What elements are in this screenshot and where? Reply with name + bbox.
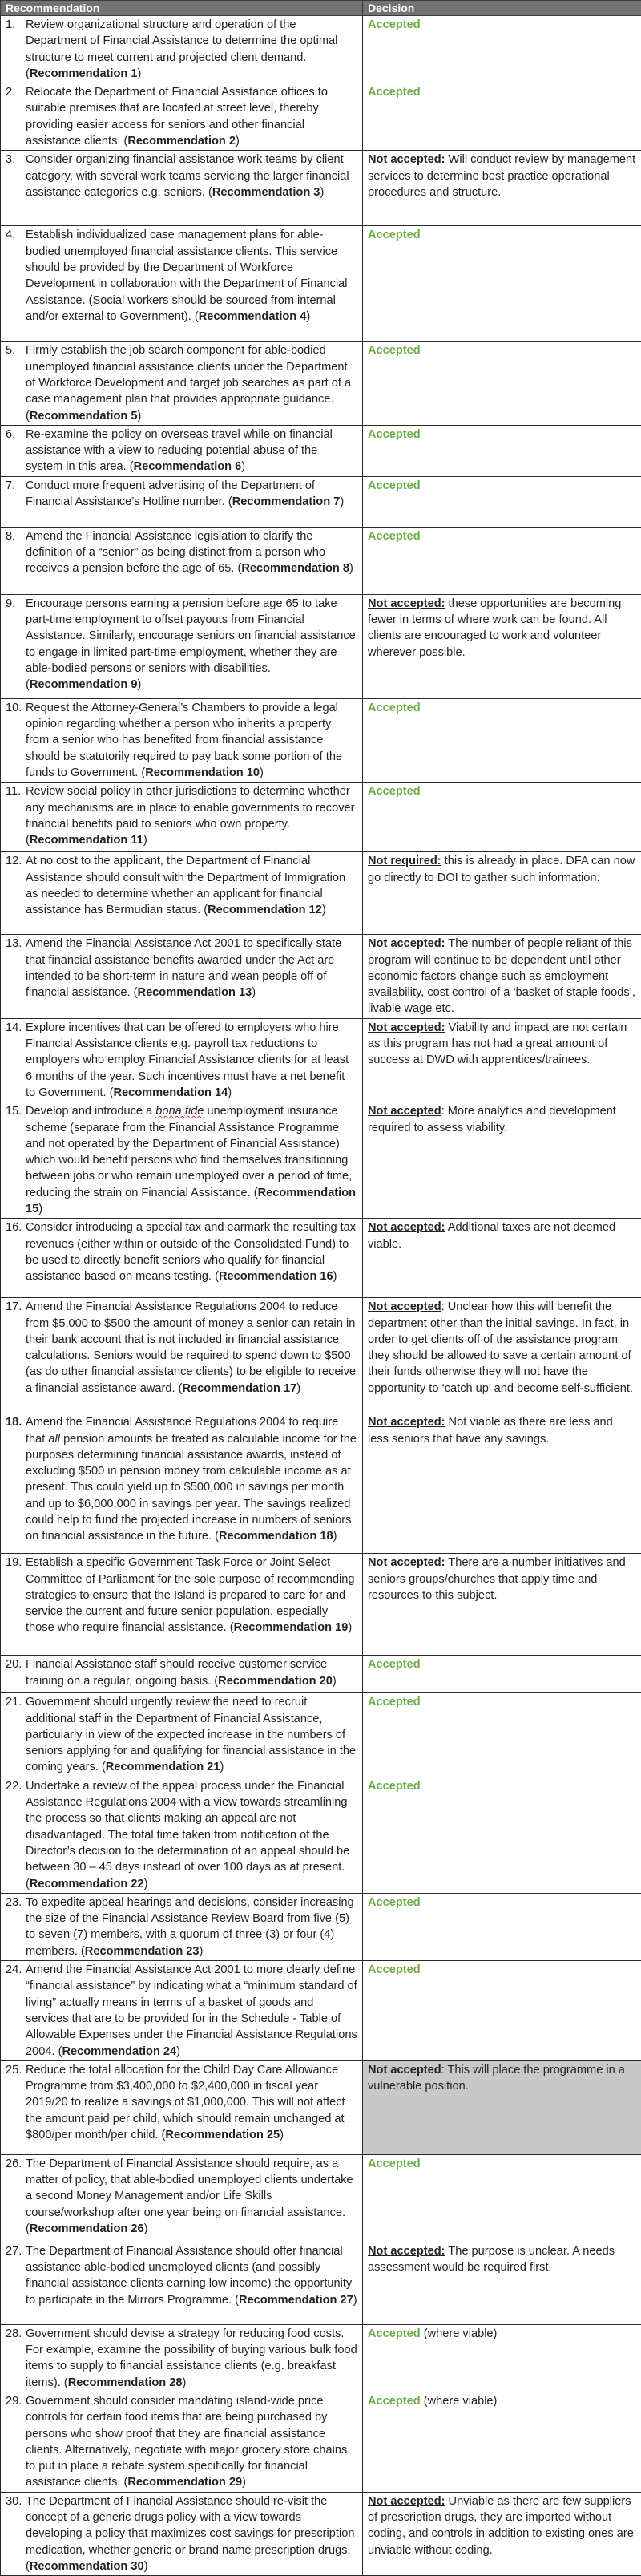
recommendation-cell — [1, 527, 363, 594]
recommendation-text-body: Relocate the Department of Financial Assistance offices to suitable premises that are located at street level, thereby providing easier access for seniors and other financial assistance clients. ( — [26, 86, 328, 148]
recommendation-text — [26, 700, 357, 781]
recommendation-ref: Recommendation 20 — [218, 1675, 333, 1688]
recommendation-text — [26, 1299, 357, 1397]
recommendation-number: 15. — [6, 1103, 26, 1217]
recommendation-cell — [1, 226, 363, 342]
table-header-row — [1, 1, 641, 16]
recommendation-text — [26, 1020, 357, 1101]
decision-status: Not required: — [368, 855, 441, 867]
recommendation-text-body: Consider organizing financial assistance work teams by client category, with several work teams servicing the larger financial assistance categories e.g. seniors. ( — [26, 153, 349, 199]
decision-status: Not accepted: — [368, 1556, 445, 1569]
decision-cell — [363, 527, 641, 594]
recommendation-text-body: pension amounts be treated as calculable income for the purposes determining financial assistance awards, instead of excluding $500 in pension money from calculable income as at present. This could yield up to $500,000 in savings per month and up to $6,000,000 in savings per year. The savings realized could help to fund the projected increase in numbers of seniors on financial assistance in the future. ( — [26, 1433, 357, 1543]
decision-cell — [363, 1656, 641, 1693]
recommendation-text-body: Firmly establish the job search component for able-bodied unemployed financial assistance clients under the Department of Workforce Development and target job searches as part of a case management plan that provides appropriate guidance. ( — [26, 344, 351, 422]
recommendation-ref-close: ) — [322, 904, 326, 916]
recommendation-text — [26, 1778, 357, 1892]
decision-note: Will conduct review by management services to determine best practice operational procedures and structure. — [368, 153, 635, 199]
recommendation-ref-close: ) — [280, 2129, 284, 2141]
recommendation-ref: Recommendation 6 — [134, 460, 242, 473]
decision-cell — [363, 1413, 641, 1554]
recommendation-text-body: Establish a specific Government Task Force or Joint Select Committee of Parliament for the sole purpose of recommending strategies to ensure that the Island is prepared to care for and service the current and future senior population, especially those who require financial assistance. ( — [26, 1556, 354, 1634]
recommendation-number: 13. — [6, 936, 26, 1001]
decision-cell — [363, 1298, 641, 1413]
recommendation-ref-close: ) — [306, 310, 310, 323]
decision-cell — [363, 2492, 641, 2575]
recommendation-ref-close: ) — [349, 562, 353, 575]
recommendation-text-body: Amend the Financial Assistance Regulations 2004 to reduce from $5,000 to $500 the amount of money a senior can retain in their bank account that is not included in financial assistance calculations. Seniors would be required to spend down to $500 (as do other financial assistance clients) to be eligible to receive a financial assistance award. ( — [26, 1300, 356, 1394]
recommendation-number: 24. — [6, 1962, 26, 2060]
recommendation-text — [26, 1414, 357, 1544]
decision-status: Accepted — [368, 2157, 421, 2170]
recommendation-number: 26. — [6, 2156, 26, 2237]
recommendation-ref: Recommendation 3 — [212, 186, 320, 199]
table-row — [1, 1413, 641, 1554]
recommendation-ref: Recommendation 11 — [30, 834, 143, 847]
recommendation-ref-close: ) — [182, 2376, 186, 2389]
recommendation-ref-close: ) — [260, 766, 264, 779]
recommendation-text — [26, 1219, 357, 1284]
decision-status: Not accepted: — [368, 597, 445, 610]
recommendation-cell — [1, 16, 363, 83]
table-row — [1, 935, 641, 1018]
recommendation-text-body: Undertake a review of the appeal process under the Financial Assistance Regulations 2004 with a view towards streamlining the process so that clients making an appeal are not disadvantaged. The total time taken from notification of the Director’s decision to the determination of an appeal should be between 30 – 45 days instead of over 100 days as at present. ( — [26, 1780, 349, 1891]
recommendation-text — [26, 227, 357, 325]
recommendation-text-body: Review organizational structure and operation of the Department of Financial Assistance to determine the optimal structure to meet current and projected client demand. ( — [26, 18, 337, 80]
recommendation-ref-close: ) — [242, 2476, 246, 2489]
recommendation-text-body: At no cost to the applicant, the Department of Financial Assistance should consult with the Department of Immigration as needed to determine whether an applicant for financial assistance has Bermudian status. ( — [26, 855, 345, 916]
recommendation-ref: Recommendation 2 — [127, 135, 236, 148]
recommendation-text-body: Government should consider mandating island-wide price controls for certain food items that are being purchased by persons who show proof that they are financial assistance clients. Alternatively, negotiate with major grocery store chains to put in place a rebate system specifically for financial assistance clients. ( — [26, 2395, 347, 2489]
recommendation-text — [26, 1962, 357, 2060]
decision-status: Accepted — [368, 228, 421, 241]
decision-cell — [363, 1102, 641, 1219]
recommendation-number: 5. — [6, 342, 26, 423]
table-row — [1, 226, 641, 342]
recommendation-text — [26, 2156, 357, 2237]
recommendation-ref-close: ) — [220, 1761, 224, 1773]
recommendation-number: 23. — [6, 1895, 26, 1959]
decision-status: Accepted — [368, 86, 421, 99]
decision-status: Accepted — [368, 479, 421, 492]
recommendation-ref: Recommendation 16 — [219, 1270, 333, 1283]
table-row — [1, 1102, 641, 1219]
recommendation-cell — [1, 2392, 363, 2493]
recommendation-text-body: Review social policy in other jurisdictions to determine whether any mechanisms are in place to enable governments to recover financial benefits paid to seniors who own property. ( — [26, 785, 354, 847]
recommendation-text — [26, 1694, 357, 1775]
decision-cell — [363, 2392, 641, 2493]
recommendation-text — [26, 84, 357, 149]
recommendation-text — [26, 152, 357, 200]
recommendation-ref: Recommendation 22 — [30, 1878, 144, 1891]
decision-status: Accepted — [368, 1963, 421, 1976]
decision-note: Viability and impact are not certain as this program has not had a great amount of success at DWD with apprentices/trainees. — [368, 1021, 627, 1067]
recommendation-cell — [1, 1893, 363, 1960]
table-row — [1, 16, 641, 83]
recommendation-ref-close: ) — [144, 2222, 148, 2235]
decision-status: Accepted — [368, 2395, 421, 2408]
table-row — [1, 83, 641, 151]
decision-cell — [363, 16, 641, 83]
recommendation-ref: Recommendation 19 — [234, 1621, 349, 1634]
recommendation-cell — [1, 783, 363, 852]
recommendation-ref: Recommendation 9 — [30, 678, 138, 691]
recommendation-cell — [1, 1102, 363, 1219]
recommendation-number: 12. — [6, 853, 26, 918]
decision-status: Not accepted: — [368, 2495, 445, 2508]
recommendation-cell — [1, 1961, 363, 2061]
recommendation-number: 16. — [6, 1219, 26, 1284]
decision-cell — [363, 698, 641, 782]
recommendation-ref: Recommendation 24 — [62, 2045, 176, 2058]
recommendation-cell — [1, 1554, 363, 1656]
table-row — [1, 1961, 641, 2061]
recommendation-cell — [1, 151, 363, 226]
decision-cell — [363, 1893, 641, 1960]
recommendation-number: 30. — [6, 2493, 26, 2574]
recommendation-ref: Recommendation 17 — [183, 1382, 297, 1395]
recommendation-cell — [1, 1693, 363, 1777]
recommendation-ref: Recommendation 1 — [30, 67, 138, 80]
recommendation-text-body: Amend the Financial Assistance legislation to clarify the definition of a “senior” as being distinct from a person who receives a pension before the age of 65. ( — [26, 530, 325, 576]
recommendation-ref-close: ) — [138, 410, 142, 423]
recommendation-text — [26, 1555, 357, 1636]
recommendation-number: 3. — [6, 152, 26, 200]
decision-cell — [363, 783, 641, 852]
recommendation-cell — [1, 2492, 363, 2575]
recommendation-ref: Recommendation 8 — [241, 562, 349, 575]
recommendation-text-body: Amend the Financial Assistance Act 2001 to specifically state that financial assistance benefits awarded under the Act are intended to be short-term in nature and wean people off of financial assistance. ( — [26, 937, 341, 999]
table-row — [1, 1018, 641, 1102]
recommendation-text-italic: all — [48, 1433, 60, 1446]
decision-note: (where viable) — [421, 2327, 498, 2340]
recommendation-ref: Recommendation 13 — [138, 986, 252, 999]
recommendation-ref-close: ) — [333, 1270, 337, 1283]
decision-status: Not accepted: — [368, 937, 445, 950]
recommendation-text — [26, 936, 357, 1001]
recommendation-cell — [1, 1413, 363, 1554]
recommendation-cell — [1, 852, 363, 935]
recommendation-ref-close: ) — [144, 2560, 148, 2573]
recommendation-text-italic: bona fide — [155, 1105, 204, 1118]
recommendation-cell — [1, 1018, 363, 1102]
recommendation-number: 25. — [6, 2062, 26, 2143]
recommendation-ref: Recommendation 5 — [30, 410, 138, 423]
recommendation-text-body: Amend the Financial Assistance Act 2001 to more clearly define “financial assistance” by indicating what a “minimum standard of living” actually means in terms of a basket of goods and services that are to be provided for in the Schedule - Table of Allowable Expenses under the Financial Assistance Regulations 2004. ( — [26, 1963, 357, 2057]
decision-status: Not accepted — [368, 1300, 441, 1313]
recommendation-cell — [1, 476, 363, 527]
recommendation-ref-close: ) — [138, 67, 142, 80]
recommendation-number: 20. — [6, 1656, 26, 1689]
decision-cell — [363, 425, 641, 476]
recommendation-text — [26, 2493, 357, 2574]
recommendation-ref-close: ) — [252, 986, 256, 999]
decision-status: Accepted — [368, 344, 421, 357]
table-row — [1, 852, 641, 935]
table-row — [1, 783, 641, 852]
decision-cell — [363, 1961, 641, 2061]
decision-status: Accepted — [368, 1896, 421, 1909]
decision-status: Accepted — [368, 2327, 421, 2340]
recommendation-number: 6. — [6, 427, 26, 475]
table-row — [1, 594, 641, 698]
decision-cell — [363, 2242, 641, 2324]
recommendation-text — [26, 17, 357, 82]
recommendation-ref: Recommendation 15 — [26, 1187, 356, 1215]
recommendation-number: 17. — [6, 1299, 26, 1397]
decision-status: Not accepted — [368, 1105, 441, 1118]
table-row — [1, 2242, 641, 2324]
decision-note: : This will place the programme in a vulnerable position. — [368, 2064, 625, 2093]
decision-note: : Unclear how this will benefit the department other than the initial savings. In fact, in order to get clients off of the assistance program they should be allowed to save a certain amount of their funds otherwise they will not have the opportunity to ‘catch up’ and become self-sufficient. — [368, 1300, 633, 1394]
recommendation-ref-close: ) — [333, 1675, 337, 1688]
recommendation-text-body: Reduce the total allocation for the Child Day Care Allowance Programme from $3,400,000 to $2,400,000 in fiscal year 2019/20 to realize a savings of $1,000,000. This will not affect the amount paid per child, which should remain unchanged at $800/per month/per child. ( — [26, 2064, 345, 2141]
recommendation-ref-close: ) — [333, 1530, 337, 1543]
decision-note: Not viable as there are less and less seniors that have any savings. — [368, 1416, 613, 1445]
recommendation-ref: Recommendation 28 — [68, 2376, 183, 2389]
recommendation-ref-close: ) — [340, 495, 344, 508]
decision-note: (where viable) — [421, 2395, 498, 2408]
decision-cell — [363, 2324, 641, 2392]
decision-cell — [363, 594, 641, 698]
recommendation-cell — [1, 594, 363, 698]
recommendation-ref-close: ) — [138, 678, 142, 691]
decision-cell — [363, 83, 641, 151]
recommendation-ref-close: ) — [236, 135, 240, 148]
decision-cell — [363, 1554, 641, 1656]
recommendation-ref: Recommendation 25 — [165, 2129, 280, 2141]
decision-cell — [363, 476, 641, 527]
recommendation-text-body: To expedite appeal hearings and decisions, consider increasing the size of the Financial Assistance Review Board from five (5) to seven (7) members, with a quorum of three (3) or four (4) members. ( — [26, 1896, 354, 1958]
table-row — [1, 698, 641, 782]
recommendation-ref: Recommendation 29 — [127, 2476, 242, 2489]
decision-cell — [363, 2060, 641, 2154]
recommendation-ref: Recommendation 23 — [85, 1945, 200, 1958]
header-decision: Decision — [363, 1, 641, 16]
recommendation-text-pre: Develop and introduce a — [26, 1105, 155, 1118]
recommendation-text-body: The Department of Financial Assistance should re-visit the concept of a generic drugs policy with a view towards developing a policy that maximizes cost savings for prescription medication, whether generic or brand name prescription drugs. ( — [26, 2495, 354, 2573]
decision-status: Not accepted: — [368, 1416, 445, 1429]
decision-status: Not accepted — [368, 2064, 441, 2077]
table-row — [1, 1656, 641, 1693]
table-row — [1, 2060, 641, 2154]
recommendation-text-body: Government should urgently review the need to recruit additional staff in the Department of Financial Assistance, particularly in view of the expected increase in the numbers of seniors applying for and qualifying for financial assistance in the coming years. ( — [26, 1696, 356, 1773]
recommendation-cell — [1, 83, 363, 151]
recommendation-ref: Recommendation 18 — [219, 1530, 333, 1543]
decision-cell — [363, 151, 641, 226]
decision-cell — [363, 2154, 641, 2242]
recommendation-text-body: Establish individualized case management plans for able-bodied unemployed financial assistance clients. This service should be provided by the Department of Workforce Development in collaboration with the Department of Financial Assistance. (Social workers should be sourced from internal and/or external to Government). ( — [26, 228, 348, 322]
recommendation-cell — [1, 2242, 363, 2324]
table-row — [1, 1893, 641, 1960]
table-row — [1, 2392, 641, 2493]
recommendation-ref-close: ) — [228, 1086, 232, 1099]
decision-status: Accepted — [368, 1696, 421, 1709]
recommendation-text — [26, 342, 357, 423]
recommendation-text — [26, 596, 357, 694]
recommendation-text — [26, 853, 357, 918]
decision-status: Not accepted: — [368, 153, 445, 166]
recommendation-cell — [1, 1219, 363, 1298]
decision-status: Accepted — [368, 785, 421, 798]
recommendation-number: 14. — [6, 1020, 26, 1101]
recommendation-number: 7. — [6, 478, 26, 511]
recommendation-ref: Recommendation 10 — [145, 766, 260, 779]
table-row — [1, 2154, 641, 2242]
recommendation-text-body: Request the Attorney-General’s Chambers to provide a legal opinion regarding whether a person who inherits a property from a senior who has benefited from financial assistance should be statutorily required to pay back some portion of the funds to Government. ( — [26, 702, 342, 779]
recommendation-text — [26, 1103, 357, 1217]
recommendation-text-body: Consider introducing a special tax and earmark the resulting tax revenues (either within or outside of the Consolidated Fund) to be used to directly benefit seniors who qualify for financial assistance based on means testing. ( — [26, 1221, 356, 1283]
decision-cell — [363, 342, 641, 425]
recommendation-ref-close: ) — [353, 2294, 357, 2307]
recommendation-text-body: Conduct more frequent advertising of the Department of Financial Assistance’s Hotline number. ( — [26, 479, 315, 508]
table-row — [1, 425, 641, 476]
table-body — [1, 16, 641, 2576]
recommendation-cell — [1, 1656, 363, 1693]
recommendation-cell — [1, 698, 363, 782]
recommendation-number: 2. — [6, 84, 26, 149]
recommendation-text — [26, 2062, 357, 2143]
recommendation-text-body: The Department of Financial Assistance should offer financial assistance able-bodied unemployed clients (and possibly financial assistance clients earning low income) the opportunity to participate in the Mirrors Programme. ( — [26, 2245, 352, 2307]
recommendation-cell — [1, 935, 363, 1018]
decision-cell — [363, 852, 641, 935]
recommendation-text — [26, 528, 357, 577]
recommendation-number: 19. — [6, 1555, 26, 1636]
decision-status: Accepted — [368, 1658, 421, 1671]
decision-note: this is already in place. DFA can now go directly to DOI to gather such information. — [368, 855, 635, 884]
recommendation-text — [26, 1656, 357, 1689]
recommendation-ref: Recommendation 26 — [30, 2222, 144, 2235]
recommendation-ref: Recommendation 21 — [106, 1761, 220, 1773]
recommendation-ref-close: ) — [296, 1382, 300, 1395]
recommendation-number: 27. — [6, 2243, 26, 2308]
decision-note: The purpose is unclear. A needs assessment would be required first. — [368, 2245, 615, 2274]
recommendation-text — [26, 478, 357, 511]
recommendation-ref-close: ) — [143, 834, 147, 847]
recommendation-text-body: The Department of Financial Assistance should require, as a matter of policy, that able-bodied unemployed clients undertake a second Money Management and/or Life Skills course/workshop after one year being on financial assistance. ( — [26, 2157, 353, 2235]
decision-cell — [363, 1219, 641, 1298]
header-recommendation: Recommendation — [1, 1, 363, 16]
decision-status: Accepted — [368, 530, 421, 543]
recommendation-ref: Recommendation 14 — [114, 1086, 228, 1099]
table-row — [1, 1219, 641, 1298]
recommendation-text — [26, 2393, 357, 2491]
recommendation-text-pre: Amend the Financial Assistance Regulations 2004 to require that — [26, 1416, 338, 1445]
table-row — [1, 1693, 641, 1777]
recommendation-ref: Recommendation 12 — [208, 904, 322, 916]
recommendation-number: 22. — [6, 1778, 26, 1892]
table-row — [1, 342, 641, 425]
decision-cell — [363, 1693, 641, 1777]
recommendation-text-body: Re-examine the policy on overseas travel while on financial assistance with a view to reducing potential abuse of the system in this area. ( — [26, 428, 333, 474]
decision-note: Additional taxes are not deemed viable. — [368, 1221, 615, 1250]
table-row — [1, 2492, 641, 2575]
recommendation-ref: Recommendation 4 — [199, 310, 307, 323]
decision-status: Accepted — [368, 428, 421, 441]
table-row — [1, 1777, 641, 1893]
recommendation-ref-close: ) — [144, 1878, 148, 1891]
recommendation-cell — [1, 425, 363, 476]
recommendation-number: 21. — [6, 1694, 26, 1775]
recommendation-number: 28. — [6, 2326, 26, 2391]
recommendation-cell — [1, 1298, 363, 1413]
decision-status: Accepted — [368, 1780, 421, 1793]
table-row — [1, 1554, 641, 1656]
decision-status: Not accepted: — [368, 1021, 445, 1034]
recommendation-text — [26, 427, 357, 475]
decision-status: Accepted — [368, 702, 421, 714]
recommendation-ref: Recommendation 27 — [239, 2294, 353, 2307]
recommendation-text-body: Government should devise a strategy for reducing food costs. For example, examine the possibility of buying various bulk food items to supply to financial assistance clients (e.g. breakfast items). ( — [26, 2327, 357, 2389]
decision-note: Unviable as there are few suppliers of prescription drugs, they are imported without coding, and controls in addition to existing ones are unviable without coding. — [368, 2495, 634, 2557]
decision-note: : More analytics and development required to assess viability. — [368, 1105, 616, 1134]
recommendation-ref-close: ) — [176, 2045, 180, 2058]
recommendation-cell — [1, 2154, 363, 2242]
recommendation-ref-close: ) — [38, 1203, 42, 1215]
decision-note: There are a number initiatives and seniors groups/churches that apply time and resources to this subject. — [368, 1556, 626, 1602]
recommendation-ref: Recommendation 7 — [232, 495, 341, 508]
recommendation-cell — [1, 2060, 363, 2154]
recommendation-number: 9. — [6, 596, 26, 694]
decision-cell — [363, 935, 641, 1018]
recommendation-number: 4. — [6, 227, 26, 325]
recommendation-text-body: Encourage persons earning a pension before age 65 to take part-time employment to offset payouts from Financial Assistance. Similarly, encourage seniors on financial assistance to engage in limited part-time employment, whether they are able-bodied persons or seniors with disabilities. ( — [26, 597, 356, 691]
table-row — [1, 527, 641, 594]
table-row — [1, 151, 641, 226]
decision-cell — [363, 226, 641, 342]
recommendation-ref-close: ) — [241, 460, 245, 473]
recommendation-text — [26, 2243, 357, 2308]
recommendation-text-body: Explore incentives that can be offered to employers who hire Financial Assistance clients e.g. payroll tax reductions to employers who employ Financial Assistance clients for at least 6 months of the year. Such incentives must have a net benefit to Government. ( — [26, 1021, 349, 1099]
recommendation-number: 18. — [6, 1414, 26, 1544]
recommendation-ref-close: ) — [200, 1945, 204, 1958]
recommendation-cell — [1, 2324, 363, 2392]
recommendation-ref: Recommendation 30 — [30, 2560, 144, 2573]
decision-cell — [363, 1777, 641, 1893]
decision-note: The number of people reliant of this program will continue to be dependent until other economic factors change such as employment availability, cost control of a ‘basket of staple foods’, livable wage etc. — [368, 937, 635, 1015]
recommendation-ref-close: ) — [320, 186, 324, 199]
decision-status: Not accepted: — [368, 2245, 445, 2258]
decision-status: Not accepted: — [368, 1221, 445, 1234]
recommendation-text — [26, 783, 357, 848]
recommendation-cell — [1, 1777, 363, 1893]
recommendation-number: 11. — [6, 783, 26, 848]
recommendation-ref-close: ) — [348, 1621, 352, 1634]
decision-note: these opportunities are becoming fewer in terms of where work can be found. All clients are encouraged to work and volunteer wherever possible. — [368, 597, 621, 659]
recommendation-number: 8. — [6, 528, 26, 577]
recommendation-number: 10. — [6, 700, 26, 781]
recommendation-text — [26, 2326, 357, 2391]
recommendation-text-body: Financial Assistance staff should receive customer service training on a regular, ongoing basis. ( — [26, 1658, 327, 1687]
recommendation-number: 29. — [6, 2393, 26, 2491]
recommendation-cell — [1, 342, 363, 425]
decision-status: Accepted — [368, 18, 421, 31]
recommendation-text-body: unemployment insurance scheme (separate from the Financial Assistance Programme and not operated by the Department of Financial Assistance) which would benefit persons who find themselves transitioning between jobs or who remain unemployed over a period of time, reducing the strain on Financial Assistance. ( — [26, 1105, 352, 1199]
recommendation-text — [26, 1895, 357, 1959]
table-row — [1, 476, 641, 527]
recommendation-number: 1. — [6, 17, 26, 82]
table-row — [1, 2324, 641, 2392]
table-row — [1, 1298, 641, 1413]
decision-cell — [363, 1018, 641, 1102]
